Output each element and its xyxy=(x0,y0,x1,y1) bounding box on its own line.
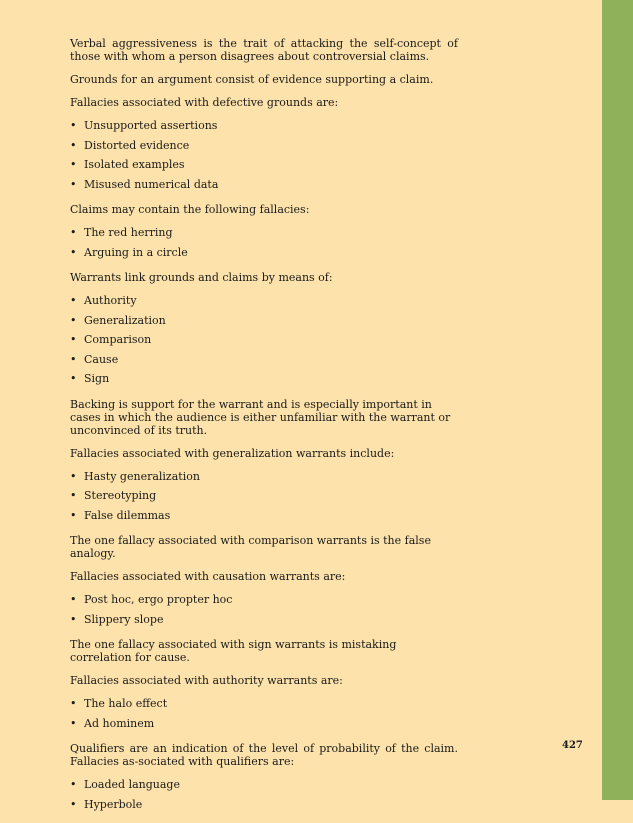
paragraph: Fallacies associated with authority warrants are: xyxy=(70,674,343,687)
list-item-text: Hyperbole xyxy=(84,797,143,811)
page-content xyxy=(70,37,458,823)
paragraph: Fallacies associated with generalization warrants include: xyxy=(70,446,395,460)
list-item xyxy=(70,226,458,246)
list-item-text: The red herring xyxy=(84,226,173,239)
bullet-icon: • xyxy=(70,372,77,385)
list-item xyxy=(70,372,458,392)
list-item xyxy=(70,178,458,198)
list-item-text: False dilemmas xyxy=(84,508,171,522)
paragraph: The one fallacy associated with comparison warrants is the false analogy. xyxy=(70,534,431,560)
bullet-icon: • xyxy=(70,469,77,483)
bullet-list xyxy=(70,697,458,736)
bullet-list xyxy=(70,470,458,529)
bullet-icon: • xyxy=(70,697,77,710)
paragraph: Claims may contain the following fallacies: xyxy=(70,203,310,216)
list-item-text: Distorted evidence xyxy=(84,138,190,152)
bullet-list xyxy=(70,119,458,197)
bullet-list xyxy=(70,226,458,265)
side-color-bar xyxy=(602,0,633,800)
bullet-list xyxy=(70,778,458,817)
list-item-text: Comparison xyxy=(84,333,152,346)
list-item-text: Stereotyping xyxy=(84,489,157,502)
paragraph: Warrants link grounds and claims by means of: xyxy=(70,271,333,284)
bullet-icon: • xyxy=(70,778,77,791)
bullet-list xyxy=(70,593,458,632)
bullet-icon: • xyxy=(70,508,77,522)
bullet-icon: • xyxy=(70,119,77,132)
list-item-text: Hasty generalization xyxy=(84,469,200,483)
list-item xyxy=(70,509,458,529)
list-item-text: The halo effect xyxy=(84,697,168,710)
list-item-text: Generalization xyxy=(84,313,166,327)
list-item xyxy=(70,489,458,509)
list-item-text: Cause xyxy=(84,352,119,366)
list-item-text: Misused numerical data xyxy=(84,177,219,191)
list-item-text: Arguing in a circle xyxy=(84,245,188,259)
list-item xyxy=(70,294,458,314)
list-item xyxy=(70,593,458,613)
list-item xyxy=(70,697,458,717)
list-item xyxy=(70,353,458,373)
list-item xyxy=(70,717,458,737)
list-item xyxy=(70,314,458,334)
list-item xyxy=(70,139,458,159)
list-item xyxy=(70,246,458,266)
list-item-text: Ad hominem xyxy=(84,716,155,730)
list-item xyxy=(70,613,458,633)
bullet-list xyxy=(70,294,458,392)
list-item xyxy=(70,333,458,353)
bullet-icon: • xyxy=(70,294,77,307)
paragraph: Grounds for an argument consist of evidence supporting a claim. xyxy=(70,73,434,86)
bullet-icon: • xyxy=(70,612,77,626)
bullet-icon: • xyxy=(70,138,77,152)
list-item xyxy=(70,470,458,490)
paragraph: Backing is support for the warrant and is especially important in cases in which the audience is either unfamiliar with the warrant or unconvinced of its truth. xyxy=(70,397,451,437)
bullet-icon: • xyxy=(70,158,77,171)
list-item-text: Post hoc, ergo propter hoc xyxy=(84,593,233,606)
bullet-icon: • xyxy=(70,797,77,811)
bullet-icon: • xyxy=(70,352,77,366)
paragraph: Fallacies associated with defective grounds are: xyxy=(70,96,339,109)
list-item xyxy=(70,798,458,818)
bullet-icon: • xyxy=(70,716,77,730)
bullet-icon: • xyxy=(70,333,77,346)
list-item-text: Slippery slope xyxy=(84,612,164,626)
list-item-text: Loaded language xyxy=(84,778,180,791)
list-item xyxy=(70,158,458,178)
paragraph: The one fallacy associated with sign warrants is mistaking correlation for cause. xyxy=(70,638,397,664)
list-item xyxy=(70,119,458,139)
bullet-icon: • xyxy=(70,177,77,191)
paragraph: Verbal aggressiveness is the trait of attacking the self-concept of those with whom a person disagrees about controversial claims. xyxy=(70,37,458,63)
page-number: 427 xyxy=(562,740,583,751)
bullet-icon: • xyxy=(70,489,77,502)
list-item xyxy=(70,778,458,798)
bullet-icon: • xyxy=(70,245,77,259)
paragraph: Fallacies associated with causation warrants are: xyxy=(70,570,346,583)
list-item-text: Sign xyxy=(84,372,110,385)
bullet-icon: • xyxy=(70,593,77,606)
bullet-icon: • xyxy=(70,313,77,327)
list-item-text: Unsupported assertions xyxy=(84,119,218,132)
bullet-icon: • xyxy=(70,226,77,239)
list-item-text: Authority xyxy=(84,294,137,307)
paragraph: Qualifiers are an indication of the level of probability of the claim. Fallacies as-sociated with qualifiers are: xyxy=(70,742,458,768)
list-item-text: Isolated examples xyxy=(84,158,185,171)
